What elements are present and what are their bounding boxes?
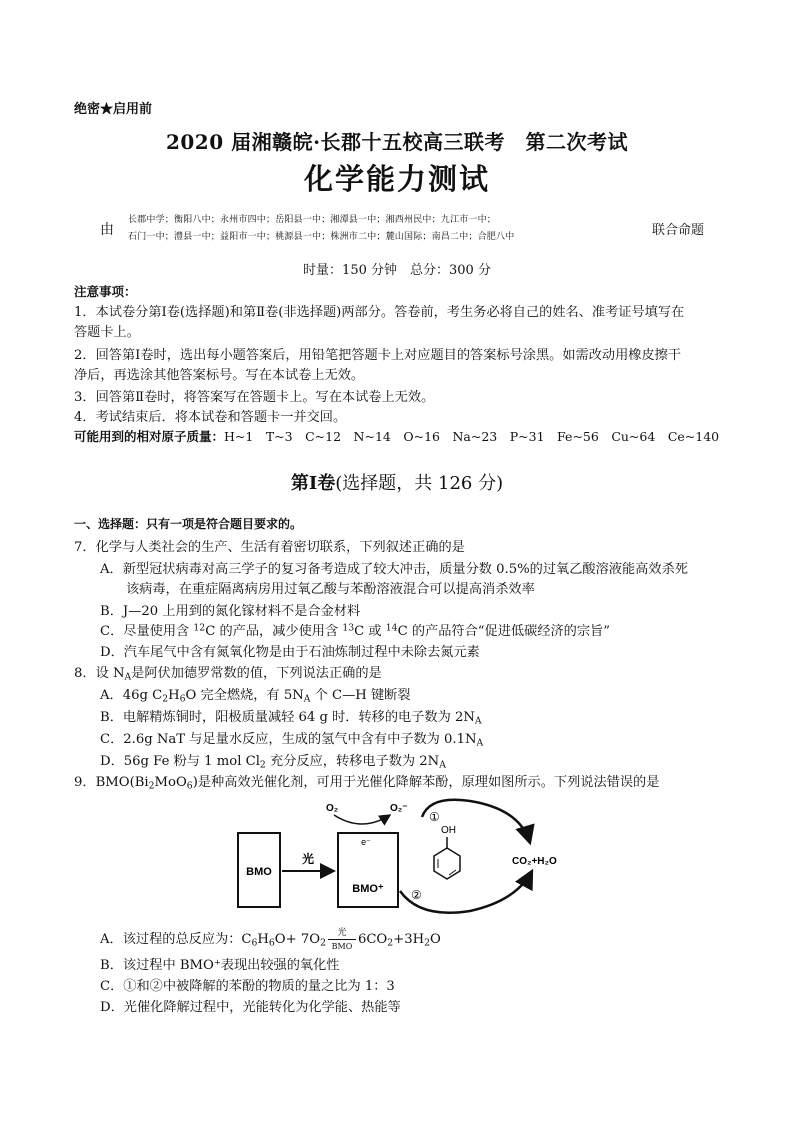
part-heading: 一、选择题：只有一项是符合题目要求的。 — [74, 517, 303, 531]
schools-line-2: 石门一中；澧县一中；益阳市一中；桃源县一中；株洲市二中；麓山国际；南昌二中；合肥八中 — [128, 232, 515, 242]
circle-1: ① — [429, 810, 440, 824]
q9-stem-start: 9．BMO(Bi — [74, 775, 149, 790]
from-label: 由 — [100, 222, 114, 238]
q9-option-a: A．该过程的总反应为：$C_6H_6O+ 7O_2$ 光 BMO $6CO_2+3H_2O$ — [100, 928, 441, 948]
o2-arrow — [334, 815, 390, 824]
note-1-cont: 答题卡上。 — [74, 325, 140, 340]
o2-label: O₂ — [326, 803, 339, 814]
q8-stem-sub: A — [124, 671, 132, 683]
q9-option-c: C．①和②中被降解的苯酚的物质的量之比为 1：3 — [100, 979, 395, 994]
q7-option-a-cont: 该病毒，在重症隔离病房用过氧乙酸与苯酚溶液混合可以提高消杀效率 — [126, 582, 535, 597]
products-label: CO₂+H₂O — [512, 856, 557, 867]
note-3: 3．回答第Ⅱ卷时，将答案写在答题卡上。写在本试卷上无效。 — [74, 390, 435, 405]
q9-option-d: D．光催化降解过程中，光能转化为化学能、热能等 — [100, 1000, 401, 1015]
atomic-masses — [74, 427, 719, 445]
confidential-mark: 绝密★启用前 — [74, 102, 153, 117]
atoms-values: H~1 T~3 C~12 N~14 O~16 Na~23 P~31 Fe~56 Cu~64 Ce~140 — [224, 429, 720, 444]
photocatalysis-diagram — [230, 795, 610, 920]
q8-option-d: D．56g Fe 粉与 1 mol $Cl_2$ 充分反应，转移电子数为 $2N_A$ — [100, 754, 446, 771]
q7-option-a: A．新型冠状病毒对高三学子的复习备考造成了较大冲击，质量分数 0.5%的过氧乙酸溶液能高效杀死 — [100, 562, 688, 577]
q7-option-d: D．汽车尾气中含有氮氧化物是由于石油炼制过程中未除去氮元素 — [100, 645, 480, 660]
atoms-label: 可能用到的相对原子质量： — [74, 429, 225, 444]
q7-stem: 7．化学与人类社会的生产、生活有着密切联系，下列叙述正确的是 — [74, 540, 465, 555]
q8-stem — [74, 662, 382, 682]
bmo-label: BMO — [246, 866, 272, 878]
q8-option-c: C．2.6g NaT 与足量水反应，生成的氢气中含有中子数为 $0.1N_A$ — [100, 732, 484, 749]
light-label: 光 — [301, 852, 315, 866]
q9-stem-rest: 是种高效光催化剂，可用于光催化降解苯酚，原理如图所示。下列说法错误的是 — [197, 775, 660, 790]
notes-title: 注意事项： — [74, 284, 137, 299]
q7-option-c: C．尽量使用含 $^{12}$C 的产品，减少使用含 $^{13}$C 或 $^{14}$C 的产品符合“促进低碳经济的宗旨” — [100, 622, 610, 639]
q8-stem-start: 8．设 N — [74, 666, 125, 681]
reaction-arrow-top: 光 — [337, 927, 347, 938]
electron-label: e⁻ — [361, 837, 371, 847]
note-2-cont: 净后，再选涂其他答案标号。写在本试卷上无效。 — [74, 368, 365, 383]
q8-stem-rest: 是阿伏加德罗常数的值，下列说法正确的是 — [131, 666, 382, 681]
bmo-plus-label: BMO⁺ — [352, 883, 384, 895]
phenol-structure — [434, 825, 460, 879]
time-score: 时量：150 分钟 总分：300 分 — [303, 263, 491, 278]
note-1: 1．本试卷分第Ⅰ卷(选择题)和第Ⅱ卷(非选择题)两部分。答卷前，考生务必将自己的姓名、准考证号填写在 — [74, 305, 685, 320]
subject-title: 化学能力测试 — [303, 162, 490, 196]
svg-text:OH: OH — [441, 825, 456, 836]
q8-option-b: B．电解精炼铜时，阳极质量减轻 64 g 时．转移的电子数为 $2N_A$ — [100, 710, 482, 727]
reaction-arrow-bottom: BMO — [331, 941, 353, 951]
schools-line-1: 长郡中学；衡阳八中；永州市四中；岳阳县一中；湘潭县一中；湘西州民中；九江市一中； — [128, 215, 497, 225]
exam-title: 2020 届湘赣皖·长郡十五校高三联考 第二次考试 — [165, 130, 629, 154]
q7-option-b: B．J—20 上用到的氮化镓材料不是合金材料 — [100, 604, 361, 619]
q9-stem: 9．$BMO(Bi_2MoO_6)$是种高效光催化剂，可用于光催化降解苯酚，原理如图所示。下列说法错误的是 — [74, 775, 660, 792]
section-title-rest: (选择题，共 126 分) — [335, 473, 504, 494]
joint-label: 联合命题 — [652, 223, 705, 238]
q9-option-b: B．该过程中 BMO⁺表现出较强的氧化性 — [100, 958, 340, 973]
section-title — [0, 469, 794, 495]
q8-option-a: A．46g $C_2H_6O$ 完全燃烧，有 $5N_A$ 个 C—H 键断裂 — [100, 688, 411, 705]
section-title-bold: 第Ⅰ卷 — [290, 473, 336, 494]
o2-minus-label: O₂⁻ — [390, 803, 408, 814]
note-4: 4．考试结束后．将本试卷和答题卡一并交回。 — [74, 410, 347, 425]
circle-2: ② — [411, 888, 422, 902]
note-2: 2．回答第Ⅰ卷时，选出每小题答案后，用铅笔把答题卡上对应题目的答案标号涂黑。如需改动用橡皮擦干 — [74, 348, 682, 363]
